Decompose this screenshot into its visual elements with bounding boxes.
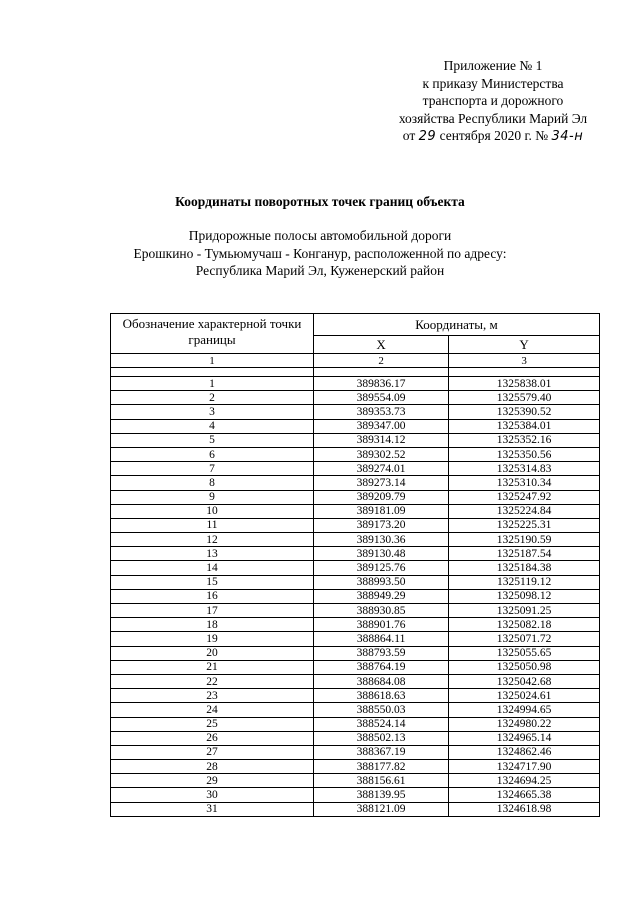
y-coordinate-cell: 1325350.56: [449, 447, 600, 461]
x-coordinate-cell: 389181.09: [314, 504, 449, 518]
x-coordinate-cell: 389302.52: [314, 447, 449, 461]
y-coordinate-cell: 1324980.22: [449, 717, 600, 731]
y-coordinate-cell: 1325310.34: [449, 476, 600, 490]
x-coordinate-cell: 389836.17: [314, 377, 449, 391]
point-number-cell: 10: [111, 504, 314, 518]
x-coordinate-cell: 388524.14: [314, 717, 449, 731]
point-number-cell: 26: [111, 731, 314, 745]
point-number-cell: 21: [111, 660, 314, 674]
x-coordinate-cell: 388864.11: [314, 632, 449, 646]
point-number-cell: 5: [111, 433, 314, 447]
date-prefix: от: [402, 128, 416, 143]
y-coordinate-cell: 1325390.52: [449, 405, 600, 419]
y-coordinate-cell: 1325225.31: [449, 518, 600, 532]
x-coordinate-cell: 389353.73: [314, 405, 449, 419]
x-coordinate-cell: 388139.95: [314, 788, 449, 802]
column-number: 1: [111, 354, 314, 368]
table-row: [111, 391, 600, 405]
header-point-designation: Обозначение характерной точки границы: [111, 314, 314, 354]
point-number-cell: 6: [111, 447, 314, 461]
point-number-cell: 29: [111, 774, 314, 788]
blank-cell: [111, 368, 314, 377]
point-number-cell: 14: [111, 561, 314, 575]
y-coordinate-cell: 1325119.12: [449, 575, 600, 589]
x-coordinate-cell: 389130.48: [314, 547, 449, 561]
table-row: [111, 518, 600, 532]
table-row: [111, 802, 600, 816]
header-y: Y: [449, 336, 600, 354]
table-row: [111, 604, 600, 618]
table-row: [111, 674, 600, 688]
point-number-cell: 2: [111, 391, 314, 405]
x-coordinate-cell: 388793.59: [314, 646, 449, 660]
table-row: [111, 561, 600, 575]
table-row: [111, 745, 600, 759]
point-number-cell: 4: [111, 419, 314, 433]
y-coordinate-cell: 1325838.01: [449, 377, 600, 391]
table-row: [111, 533, 600, 547]
point-number-cell: 13: [111, 547, 314, 561]
x-coordinate-cell: 388367.19: [314, 745, 449, 759]
blank-cell: [314, 368, 449, 377]
x-coordinate-cell: 388901.76: [314, 618, 449, 632]
y-coordinate-cell: 1324965.14: [449, 731, 600, 745]
handwritten-order-number: 34-н: [551, 129, 584, 144]
point-number-cell: 22: [111, 674, 314, 688]
table-row: [111, 632, 600, 646]
y-coordinate-cell: 1325050.98: [449, 660, 600, 674]
point-number-cell: 12: [111, 533, 314, 547]
table-row: [111, 788, 600, 802]
table-body: [111, 377, 600, 817]
x-coordinate-cell: 388618.63: [314, 689, 449, 703]
blank-cell: [449, 368, 600, 377]
point-number-cell: 30: [111, 788, 314, 802]
y-coordinate-cell: 1325187.54: [449, 547, 600, 561]
x-coordinate-cell: 389125.76: [314, 561, 449, 575]
y-coordinate-cell: 1325579.40: [449, 391, 600, 405]
y-coordinate-cell: 1325024.61: [449, 689, 600, 703]
x-coordinate-cell: 388502.13: [314, 731, 449, 745]
table-row: [111, 490, 600, 504]
y-coordinate-cell: 1325098.12: [449, 589, 600, 603]
x-coordinate-cell: 389347.00: [314, 419, 449, 433]
appendix-line: к приказу Министерства: [422, 75, 564, 91]
x-coordinate-cell: 388684.08: [314, 674, 449, 688]
y-coordinate-cell: 1325247.92: [449, 490, 600, 504]
table-row: [111, 504, 600, 518]
y-coordinate-cell: 1325384.01: [449, 419, 600, 433]
point-number-cell: 25: [111, 717, 314, 731]
table-row: [111, 575, 600, 589]
x-coordinate-cell: 388121.09: [314, 802, 449, 816]
table-row: [111, 405, 600, 419]
point-number-cell: 19: [111, 632, 314, 646]
y-coordinate-cell: 1325091.25: [449, 604, 600, 618]
handwritten-day: 29: [418, 129, 437, 144]
x-coordinate-cell: 389173.20: [314, 518, 449, 532]
y-coordinate-cell: 1325071.72: [449, 632, 600, 646]
appendix-line: транспорта и дорожного: [422, 93, 564, 108]
subtitle-line: Придорожные полосы автомобильной дороги: [188, 228, 452, 243]
point-number-cell: 15: [111, 575, 314, 589]
table-row: [111, 618, 600, 632]
x-coordinate-cell: 388993.50: [314, 575, 449, 589]
y-coordinate-cell: 1325190.59: [449, 533, 600, 547]
x-coordinate-cell: 389209.79: [314, 490, 449, 504]
point-number-cell: 1: [111, 377, 314, 391]
appendix-header: [368, 57, 618, 146]
x-coordinate-cell: 388930.85: [314, 604, 449, 618]
y-coordinate-cell: 1324862.46: [449, 745, 600, 759]
point-number-cell: 18: [111, 618, 314, 632]
x-coordinate-cell: 389314.12: [314, 433, 449, 447]
y-coordinate-cell: 1325055.65: [449, 646, 600, 660]
table-row: [111, 660, 600, 674]
date-rest: сентября 2020 г. №: [439, 128, 549, 143]
x-coordinate-cell: 389274.01: [314, 462, 449, 476]
y-coordinate-cell: 1325224.84: [449, 504, 600, 518]
table-row: [111, 433, 600, 447]
appendix-line: Приложение № 1: [443, 58, 543, 73]
table-row: [111, 646, 600, 660]
point-number-cell: 16: [111, 589, 314, 603]
subtitle-line: Республика Марий Эл, Куженерский район: [195, 263, 445, 278]
y-coordinate-cell: 1325184.38: [449, 561, 600, 575]
point-number-cell: 11: [111, 518, 314, 532]
x-coordinate-cell: 388764.19: [314, 660, 449, 674]
point-number-cell: 31: [111, 802, 314, 816]
y-coordinate-cell: 1324665.38: [449, 788, 600, 802]
document-title: Координаты поворотных точек границ объекта: [175, 194, 465, 209]
point-number-cell: 20: [111, 646, 314, 660]
y-coordinate-cell: 1324717.90: [449, 760, 600, 774]
y-coordinate-cell: 1324694.25: [449, 774, 600, 788]
x-coordinate-cell: 388949.29: [314, 589, 449, 603]
x-coordinate-cell: 389273.14: [314, 476, 449, 490]
y-coordinate-cell: 1325042.68: [449, 674, 600, 688]
point-number-cell: 23: [111, 689, 314, 703]
document-subtitle: [0, 227, 640, 280]
table-row: [111, 476, 600, 490]
table-row: [111, 703, 600, 717]
table-row: [111, 717, 600, 731]
subtitle-line: Ерошкино - Тумьюмучаш - Конганур, расположенной по адресу:: [133, 245, 507, 261]
point-number-cell: 17: [111, 604, 314, 618]
y-coordinate-cell: 1325082.18: [449, 618, 600, 632]
header-coordinates: Координаты, м: [314, 314, 600, 336]
table-row: [111, 589, 600, 603]
x-coordinate-cell: 388550.03: [314, 703, 449, 717]
column-number: 2: [314, 354, 449, 368]
point-number-cell: 9: [111, 490, 314, 504]
table-row: [111, 377, 600, 391]
table-row: [111, 731, 600, 745]
point-number-cell: 28: [111, 760, 314, 774]
point-number-cell: 27: [111, 745, 314, 759]
point-number-cell: 8: [111, 476, 314, 490]
table-row: [111, 447, 600, 461]
x-coordinate-cell: 389130.36: [314, 533, 449, 547]
table-row: [111, 547, 600, 561]
table-row: [111, 419, 600, 433]
x-coordinate-cell: 389554.09: [314, 391, 449, 405]
coordinates-table: [110, 313, 600, 817]
table-row: [111, 760, 600, 774]
order-date-line: [368, 127, 618, 146]
y-coordinate-cell: 1324994.65: [449, 703, 600, 717]
table-row: [111, 774, 600, 788]
point-number-cell: 3: [111, 405, 314, 419]
y-coordinate-cell: 1325314.83: [449, 462, 600, 476]
y-coordinate-cell: 1325352.16: [449, 433, 600, 447]
x-coordinate-cell: 388177.82: [314, 760, 449, 774]
y-coordinate-cell: 1324618.98: [449, 802, 600, 816]
x-coordinate-cell: 388156.61: [314, 774, 449, 788]
table-row: [111, 462, 600, 476]
point-number-cell: 7: [111, 462, 314, 476]
appendix-line: хозяйства Республики Марий Эл: [398, 110, 588, 126]
point-number-cell: 24: [111, 703, 314, 717]
table-row: [111, 689, 600, 703]
header-x: X: [314, 336, 449, 354]
column-number: 3: [449, 354, 600, 368]
